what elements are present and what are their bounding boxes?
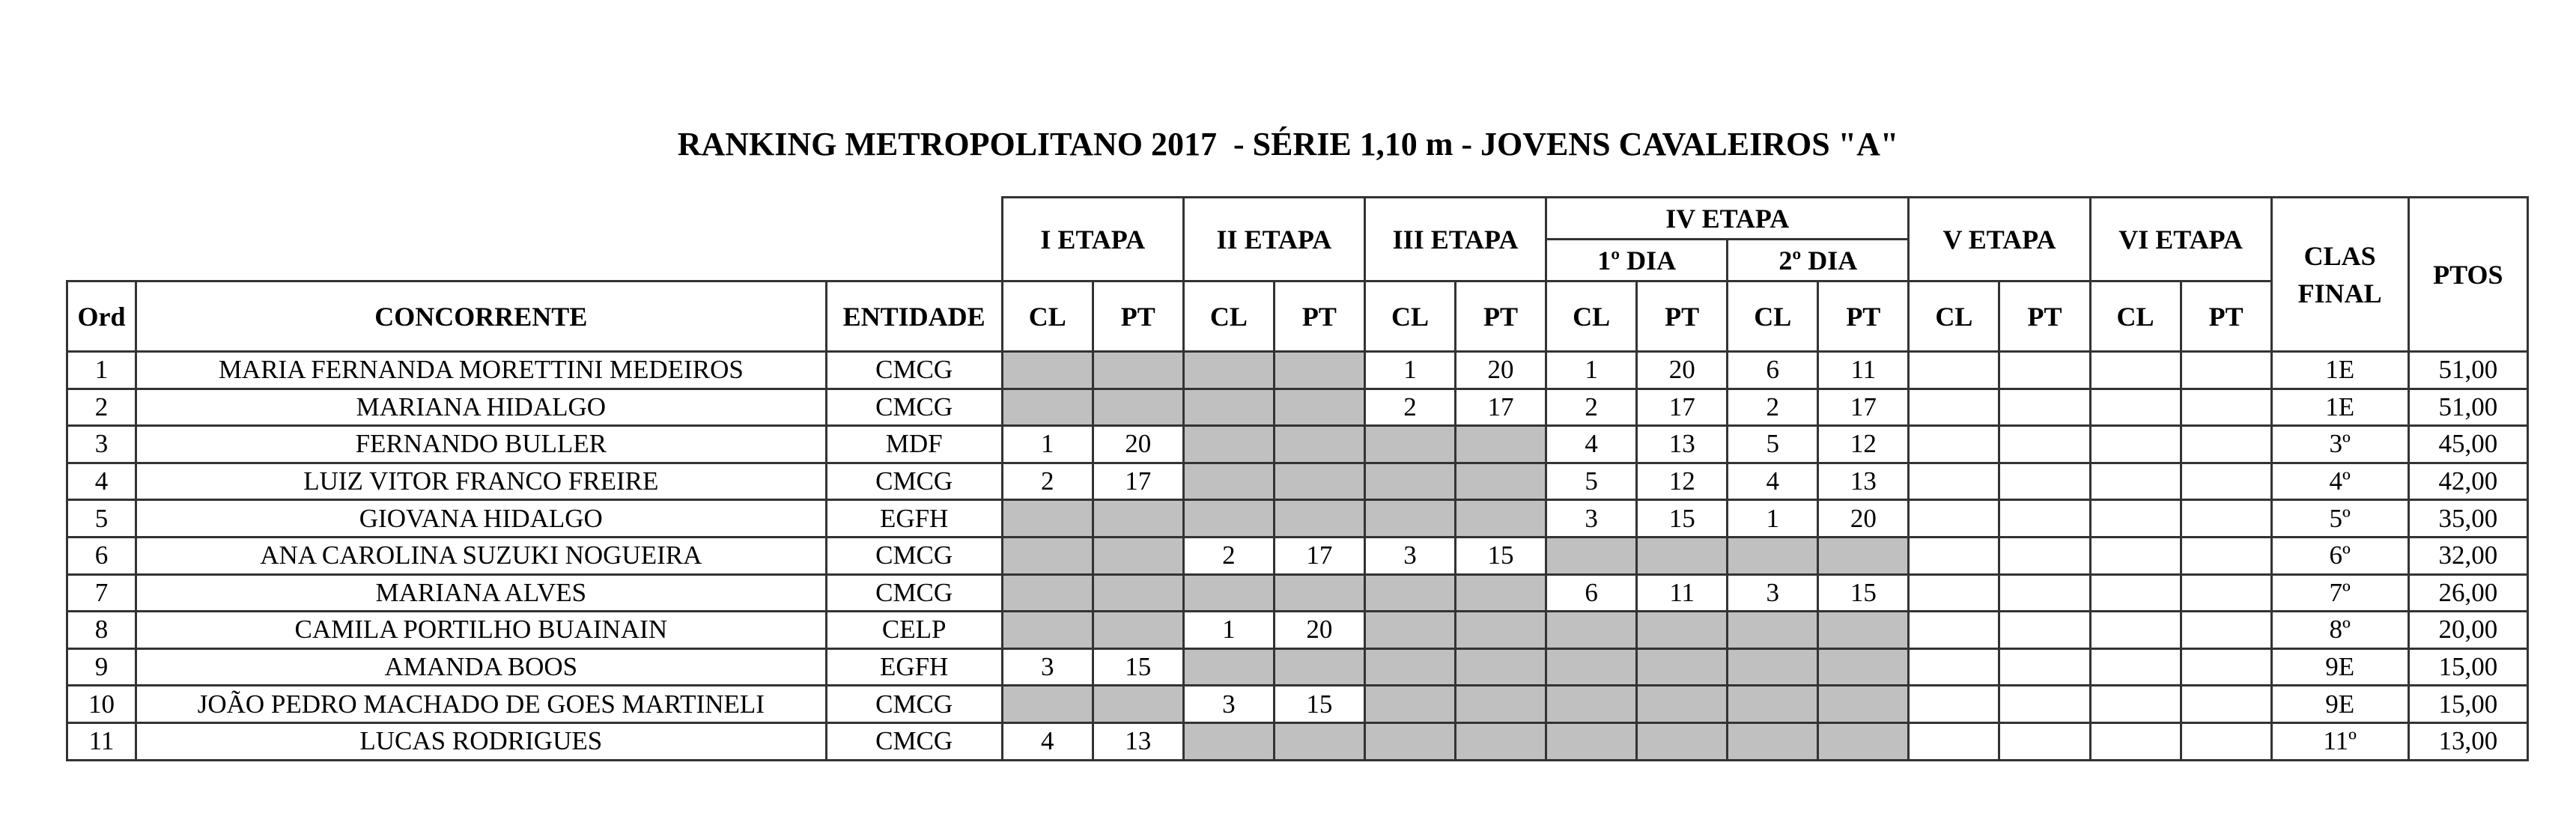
pt-cell: 20 [1456,352,1546,389]
pt-cell [1274,389,1364,426]
cl-cell: 1 [1728,500,1818,538]
ptos-cell: 42,00 [2408,463,2527,500]
table-row [67,463,2528,500]
cl-cell [2090,463,2181,500]
clas-final-cell: 11º [2271,722,2408,760]
cl-cell [1002,352,1093,389]
pt-cell [1999,426,2090,463]
cl-cell [1909,463,1999,500]
cl-cell [1546,722,1637,760]
ptos-cell: 35,00 [2408,500,2527,538]
concorrente-cell: GIOVANA HIDALGO [136,500,827,538]
header-blank-cell [67,198,1003,281]
ptos-cell: 51,00 [2408,352,2527,389]
concorrente-cell: LUCAS RODRIGUES [136,722,827,760]
ord-cell: 4 [67,463,136,500]
pt-cell: 17 [1456,389,1546,426]
cl-cell [1728,648,1818,686]
ranking-table [66,196,2529,761]
table-row [67,574,2528,612]
cl-cell [1364,574,1455,612]
pt-cell: 12 [1818,426,1909,463]
concorrente-cell: JOÃO PEDRO MACHADO DE GOES MARTINELI [136,686,827,723]
ptos-cell: 45,00 [2408,426,2527,463]
table-row [67,500,2528,538]
cl-cell: 3 [1364,537,1455,574]
ptos-cell: 20,00 [2408,612,2527,649]
cl-header: CL [1183,281,1274,352]
concorrente-cell: AMANDA BOOS [136,648,827,686]
cl-cell [1728,612,1818,649]
pt-cell [2181,537,2271,574]
cl-cell [1183,426,1274,463]
pt-cell: 15 [1456,537,1546,574]
cl-cell [1909,612,1999,649]
cl-cell [1909,574,1999,612]
pt-header: PT [1274,281,1364,352]
stage-4-header: IV ETAPA [1546,198,1909,240]
pt-cell [2181,500,2271,538]
pt-cell: 15 [1637,500,1728,538]
table-row [67,352,2528,389]
pt-cell [2181,426,2271,463]
cl-cell [2090,389,2181,426]
clas-final-cell: 3º [2271,426,2408,463]
cl-header: CL [1546,281,1637,352]
cl-header: CL [1364,281,1455,352]
cl-cell [1909,426,1999,463]
ranking-body [67,352,2528,761]
cl-cell [1183,722,1274,760]
pt-cell [2181,686,2271,723]
cl-cell: 2 [1002,463,1093,500]
pt-cell [1637,648,1728,686]
ptos-cell: 15,00 [2408,686,2527,723]
pt-cell [1093,389,1183,426]
cl-cell: 4 [1002,722,1093,760]
cl-cell: 2 [1183,537,1274,574]
pt-cell: 15 [1818,574,1909,612]
cl-cell [2090,500,2181,538]
ord-cell: 8 [67,612,136,649]
cl-cell: 1 [1183,612,1274,649]
pt-cell [1818,612,1909,649]
cl-cell: 5 [1546,463,1637,500]
cl-cell [1364,722,1455,760]
clas-final-cell: 9E [2271,648,2408,686]
clas-final-cell: 5º [2271,500,2408,538]
pt-cell: 11 [1637,574,1728,612]
cl-header: CL [1002,281,1093,352]
pt-cell [1093,686,1183,723]
entidade-header: ENTIDADE [826,281,1002,352]
cl-cell: 5 [1728,426,1818,463]
pt-cell [1274,352,1364,389]
pt-cell [2181,722,2271,760]
pt-cell [1456,686,1546,723]
cl-cell [2090,574,2181,612]
cl-cell [1909,686,1999,723]
pt-cell [1456,463,1546,500]
pt-cell [1999,612,2090,649]
ptos-cell: 26,00 [2408,574,2527,612]
pt-cell [1274,648,1364,686]
cl-cell [1546,612,1637,649]
ptos-cell: 32,00 [2408,537,2527,574]
pt-cell [1274,500,1364,538]
ord-cell: 11 [67,722,136,760]
pt-cell [2181,574,2271,612]
cl-cell [1546,648,1637,686]
table-row [67,612,2528,649]
pt-cell: 12 [1637,463,1728,500]
pt-cell [1999,574,2090,612]
concorrente-cell: FERNANDO BULLER [136,426,827,463]
pt-cell [1093,500,1183,538]
pt-header: PT [1818,281,1909,352]
pt-cell: 17 [1274,537,1364,574]
cl-cell: 1 [1002,426,1093,463]
cl-cell: 3 [1546,500,1637,538]
cl-cell: 3 [1002,648,1093,686]
pt-cell [1093,612,1183,649]
table-row [67,648,2528,686]
clas-final-cell: 6º [2271,537,2408,574]
cl-cell [1002,389,1093,426]
cl-cell: 4 [1728,463,1818,500]
cl-header: CL [1909,281,1999,352]
pt-cell: 20 [1274,612,1364,649]
clas-final-header [2271,198,2408,352]
stage-2-header: II ETAPA [1183,198,1364,281]
concorrente-cell: MARIANA ALVES [136,574,827,612]
pt-cell [1093,537,1183,574]
ord-cell: 10 [67,686,136,723]
pt-cell [1456,612,1546,649]
entidade-cell: CMCG [826,463,1002,500]
ptos-cell: 13,00 [2408,722,2527,760]
entidade-cell: CMCG [826,352,1002,389]
pt-cell [1637,686,1728,723]
pt-cell [1999,500,2090,538]
cl-cell [2090,686,2181,723]
ord-header: Ord [67,281,136,352]
cl-cell [1909,537,1999,574]
cl-cell [1183,648,1274,686]
concorrente-cell: ANA CAROLINA SUZUKI NOGUEIRA [136,537,827,574]
pt-cell [1999,537,2090,574]
pt-cell [1818,686,1909,723]
stage-4-day-1-header: 1º DIA [1546,240,1728,281]
pt-cell: 17 [1093,463,1183,500]
cl-cell [1002,686,1093,723]
stage-4-day-2-header: 2º DIA [1728,240,1909,281]
pt-header: PT [1456,281,1546,352]
entidade-cell: CMCG [826,722,1002,760]
pt-cell: 15 [1093,648,1183,686]
pt-cell [1637,722,1728,760]
pt-cell [1999,352,2090,389]
ord-cell: 3 [67,426,136,463]
pt-cell: 17 [1818,389,1909,426]
pt-cell [1637,612,1728,649]
pt-cell: 11 [1818,352,1909,389]
pt-cell [1456,574,1546,612]
cl-cell [1728,537,1818,574]
clas-final-cell: 4º [2271,463,2408,500]
pt-cell [1456,426,1546,463]
concorrente-cell: LUIZ VITOR FRANCO FREIRE [136,463,827,500]
pt-cell [1818,722,1909,760]
cl-cell [1364,686,1455,723]
entidade-cell: EGFH [826,648,1002,686]
cl-cell [2090,426,2181,463]
table-row [67,686,2528,723]
cl-cell: 3 [1183,686,1274,723]
ptos-cell: 51,00 [2408,389,2527,426]
table-row [67,537,2528,574]
cl-cell [1909,500,1999,538]
pt-cell [1274,426,1364,463]
cl-cell: 4 [1546,426,1637,463]
entidade-cell: CELP [826,612,1002,649]
clas-final-line1: CLAS [2303,240,2376,271]
cl-cell [1909,648,1999,686]
cl-header: CL [2090,281,2181,352]
cl-cell [1909,722,1999,760]
pt-cell [1456,500,1546,538]
pt-cell [2181,389,2271,426]
pt-cell [2181,352,2271,389]
cl-cell [1546,686,1637,723]
pt-header: PT [2181,281,2271,352]
entidade-cell: MDF [826,426,1002,463]
pt-cell [1999,722,2090,760]
pt-cell: 15 [1274,686,1364,723]
cl-cell [1183,352,1274,389]
pt-header: PT [1637,281,1728,352]
cl-cell [2090,648,2181,686]
pt-cell [2181,648,2271,686]
pt-cell: 13 [1818,463,1909,500]
stage-3-header: III ETAPA [1364,198,1546,281]
entidade-cell: EGFH [826,500,1002,538]
pt-cell [1818,648,1909,686]
ord-cell: 7 [67,574,136,612]
pt-cell [1274,463,1364,500]
concorrente-header: CONCORRENTE [136,281,827,352]
pt-cell [1999,648,2090,686]
cl-cell: 2 [1728,389,1818,426]
cl-cell [1909,352,1999,389]
table-row [67,722,2528,760]
pt-cell: 20 [1818,500,1909,538]
cl-cell [2090,612,2181,649]
pt-cell [1274,722,1364,760]
pt-header: PT [1093,281,1183,352]
pt-cell [1999,686,2090,723]
cl-cell [2090,537,2181,574]
stage-1-header: I ETAPA [1002,198,1183,281]
ord-cell: 5 [67,500,136,538]
cl-cell [1002,537,1093,574]
pt-cell [1818,537,1909,574]
pt-cell: 13 [1093,722,1183,760]
cl-cell [1183,574,1274,612]
cl-cell [1909,389,1999,426]
concorrente-cell: MARIA FERNANDA MORETTINI MEDEIROS [136,352,827,389]
stage-5-header: V ETAPA [1909,198,2090,281]
stage-6-header: VI ETAPA [2090,198,2271,281]
clas-final-line2: FINAL [2297,278,2382,308]
entidade-cell: CMCG [826,537,1002,574]
clas-final-cell: 8º [2271,612,2408,649]
cl-cell [2090,722,2181,760]
entidade-cell: CMCG [826,574,1002,612]
entidade-cell: CMCG [826,389,1002,426]
cl-cell [1183,389,1274,426]
pt-cell: 13 [1637,426,1728,463]
table-row [67,389,2528,426]
cl-cell [1546,537,1637,574]
cl-cell [1364,612,1455,649]
pt-cell [1456,648,1546,686]
cl-cell [2090,352,2181,389]
cl-cell: 6 [1728,352,1818,389]
cl-cell [1364,500,1455,538]
entidade-cell: CMCG [826,686,1002,723]
clas-final-cell: 1E [2271,352,2408,389]
cl-cell [1728,686,1818,723]
pt-cell [2181,463,2271,500]
cl-cell [1183,463,1274,500]
concorrente-cell: MARIANA HIDALGO [136,389,827,426]
cl-cell [1002,500,1093,538]
cl-cell [1364,648,1455,686]
pt-cell [1093,574,1183,612]
pt-cell [1093,352,1183,389]
concorrente-cell: CAMILA PORTILHO BUAINAIN [136,612,827,649]
pt-cell [1637,537,1728,574]
cl-cell [1183,500,1274,538]
pt-cell [1274,574,1364,612]
clas-final-cell: 9E [2271,686,2408,723]
ord-cell: 2 [67,389,136,426]
ord-cell: 9 [67,648,136,686]
page-title: RANKING METROPOLITANO 2017 - SÉRIE 1,10 m - JOVENS CAVALEIROS "A" [677,126,1899,162]
cl-cell: 3 [1728,574,1818,612]
pt-cell [1999,463,2090,500]
clas-final-cell: 1E [2271,389,2408,426]
table-row [67,426,2528,463]
clas-final-cell: 7º [2271,574,2408,612]
cl-cell [1728,722,1818,760]
cl-cell [1364,426,1455,463]
pt-header: PT [1999,281,2090,352]
cl-cell [1002,612,1093,649]
cl-cell [1002,574,1093,612]
pt-cell [1999,389,2090,426]
cl-cell: 1 [1364,352,1455,389]
pt-cell: 20 [1093,426,1183,463]
cl-cell: 1 [1546,352,1637,389]
pt-cell [1456,722,1546,760]
cl-cell: 2 [1546,389,1637,426]
pt-cell [2181,612,2271,649]
cl-cell [1364,463,1455,500]
pt-cell: 17 [1637,389,1728,426]
cl-cell: 2 [1364,389,1455,426]
cl-cell: 6 [1546,574,1637,612]
ptos-header: PTOS [2408,198,2527,352]
pt-cell: 20 [1637,352,1728,389]
ord-cell: 1 [67,352,136,389]
ptos-cell: 15,00 [2408,648,2527,686]
cl-header: CL [1728,281,1818,352]
ord-cell: 6 [67,537,136,574]
